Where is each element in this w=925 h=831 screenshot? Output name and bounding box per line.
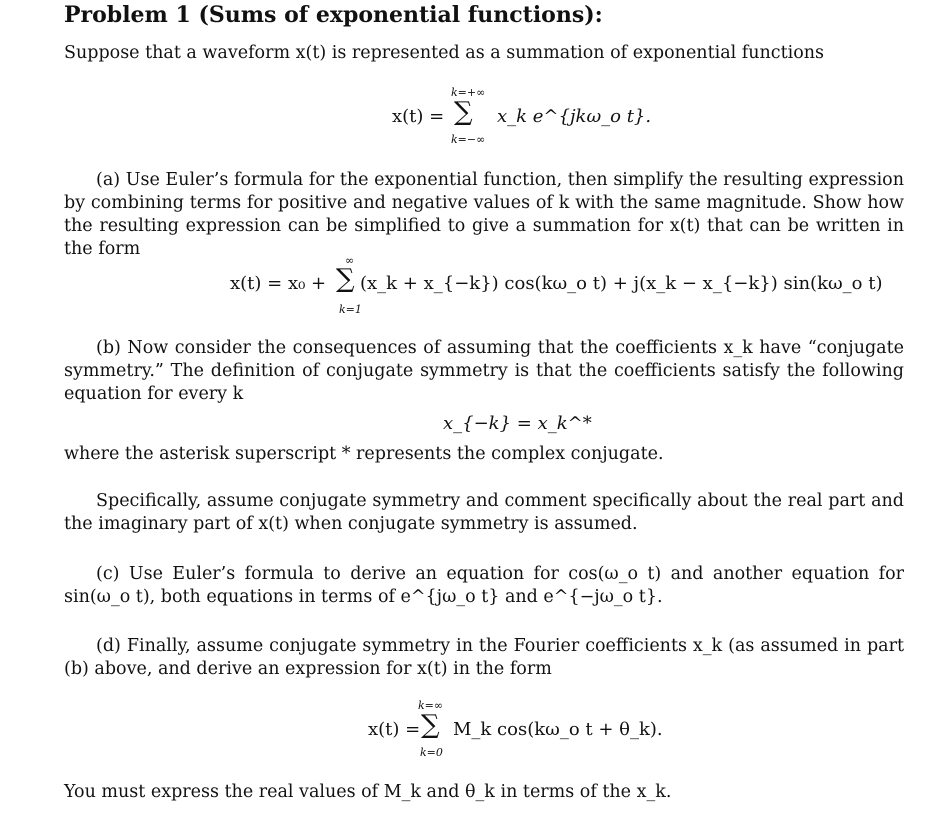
eq2-term: (x_k + x_{−k}) cos(kω_o t) + j(x_k − x_{−k}) sin(kω_o t) xyxy=(360,273,883,294)
problem-title: Problem 1 (Sums of exponential functions): xyxy=(64,2,603,28)
eq1-lower-limit: k=−∞ xyxy=(451,133,486,146)
eq1-sum-symbol: ∑ xyxy=(454,97,473,127)
eq4-sum-symbol: ∑ xyxy=(421,710,440,740)
part-b2-text: Specifically, assume conjugate symmetry and comment specifically about the real part and the imaginary part of x(t) when conjugate symmetry is assumed. xyxy=(64,491,904,534)
eq1-lhs: x(t) = xyxy=(392,106,445,127)
part-a-text: (a) Use Euler’s formula for the exponential function, then simplify the resulting expression by combining terms for positive and negative values of k with the same magnitude. Show how the resulting expression can be simplified to give a summation for x(t) that can be written in the form xyxy=(64,170,904,259)
equation-3: x_{−k} = x_k^* xyxy=(443,413,592,434)
final-instruction: You must express the real values of M_k and θ_k in terms of the x_k. xyxy=(64,782,672,802)
part-d-text: (d) Finally, assume conjugate symmetry in the Fourier coefficients x_k (as assumed in part (b) above, and derive an expression for x(t) in the form xyxy=(64,636,904,679)
part-b-text: (b) Now consider the consequences of assuming that the coefficients x_k have “conjugate symmetry.” The definition of conjugate symmetry is that the coefficients satisfy the following equation for every k xyxy=(64,338,904,404)
eq1-term: x_k e^{jkω_o t}. xyxy=(497,106,652,127)
eq4-upper-limit: k=∞ xyxy=(418,699,444,712)
part-c-text: (c) Use Euler’s formula to derive an equation for cos(ω_o t) and another equation for sin(ω_o t), both equations in terms of e^{jω_o t} and e^{−jω_o t}. xyxy=(64,564,904,607)
eq2-upper-limit: ∞ xyxy=(345,254,355,267)
intro-text: Suppose that a waveform x(t) is represented as a summation of exponential functions xyxy=(64,43,825,63)
eq4-lhs: x(t) = xyxy=(368,719,421,740)
asterisk-note: where the asterisk superscript * represents the complex conjugate. xyxy=(64,444,664,464)
eq2-lower-limit: k=1 xyxy=(339,303,362,316)
eq2-sum-symbol: ∑ xyxy=(336,264,355,294)
eq4-term: M_k cos(kω_o t + θ_k). xyxy=(453,719,663,740)
eq2-lhs: x(t) = x₀ + xyxy=(230,273,327,294)
eq1-upper-limit: k=+∞ xyxy=(451,86,486,99)
eq4-lower-limit: k=0 xyxy=(420,746,443,759)
